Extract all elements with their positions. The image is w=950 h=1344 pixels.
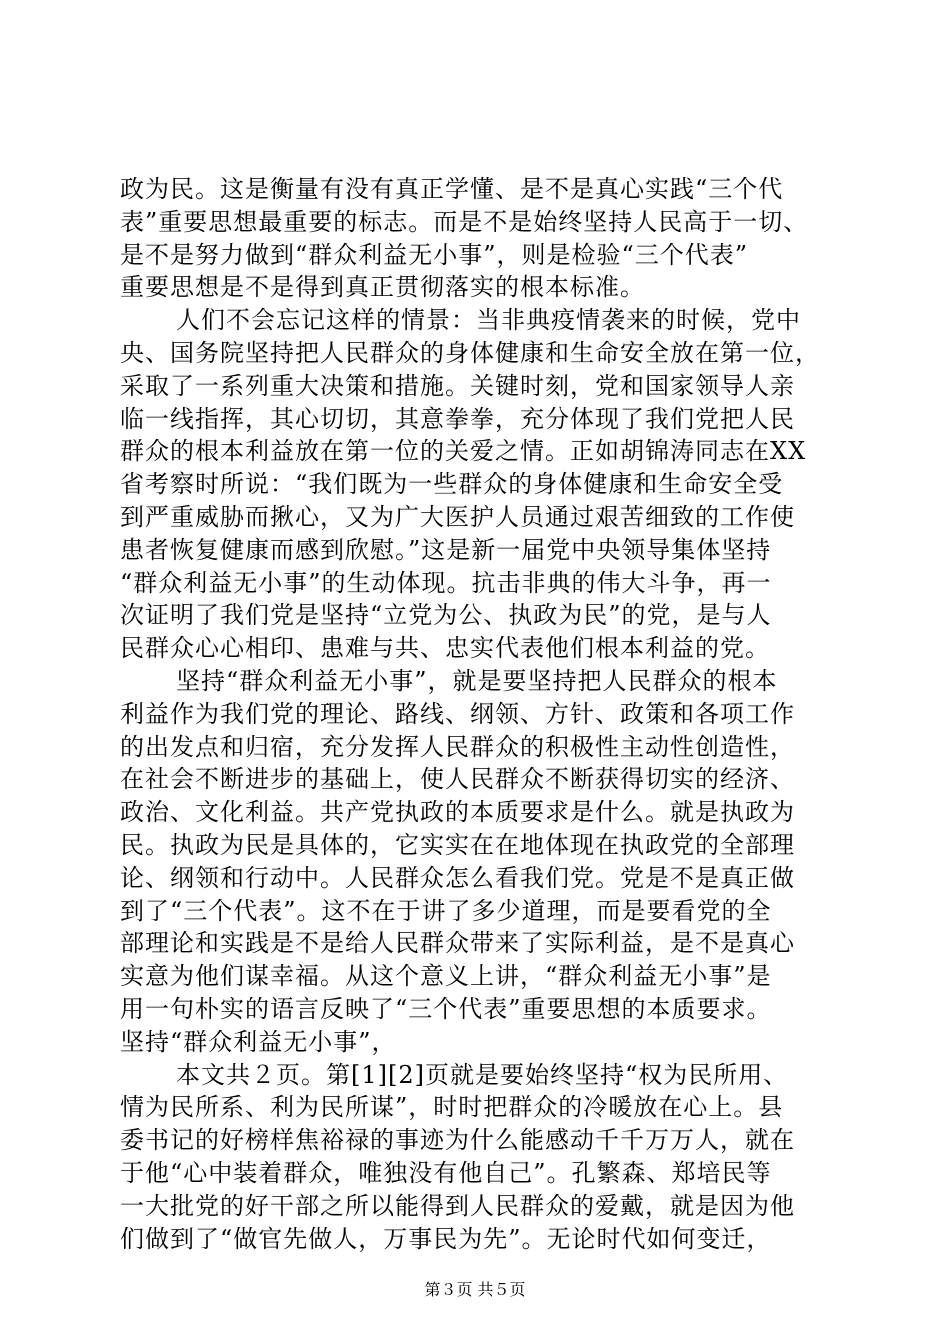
text-line: 的出发点和归宿，充分发挥人民群众的积极性主动性创造性， [120, 732, 795, 761]
text-line: 委书记的好榜样焦裕禄的事迹为什么能感动千千万万人，就在 [120, 1126, 795, 1155]
text-line: 部理论和实践是不是给人民群众带来了实际利益，是不是真心 [120, 929, 795, 958]
text-line: 临一线指挥，其心切切，其意拳拳，充分体现了我们党把人民 [120, 404, 795, 433]
text-line: 患者恢复健康而感到欣慰。”这是新一届党中央领导集体坚持 [120, 535, 772, 564]
text-line: 本文共２页。第[1][2]页就是要始终坚持“权为民所用、 [176, 1060, 789, 1089]
paragraph-4 [120, 1059, 830, 1256]
text-line: 实意为他们谋幸福。从这个意义上讲，“群众利益无小事”是 [120, 962, 772, 991]
paragraph-2 [120, 304, 830, 665]
text-line: 坚持“群众利益无小事”， [120, 1027, 397, 1056]
text-line: 是不是努力做到“群众利益无小事”，则是检验“三个代表” [120, 240, 749, 269]
text-line: 坚持“群众利益无小事”，就是要坚持把人民群众的根本 [176, 666, 778, 695]
text-line: 情为民所系、利为民所谋”，时时把群众的冷暖放在心上。县 [120, 1093, 784, 1122]
text-line: 民群众心心相印、患难与共、忠实代表他们根本利益的党。 [120, 634, 770, 663]
text-line: 一大批党的好干部之所以能得到人民群众的爱戴，就是因为他 [120, 1191, 795, 1220]
page-number-footer: 第３页 共５页 [424, 1280, 526, 1299]
text-line: 论、纲领和行动中。人民群众怎么看我们党。党是不是真正做 [120, 863, 795, 892]
document-body [120, 173, 830, 1255]
text-line: 政为民。这是衡量有没有真正学懂、是不是真心实践“三个代 [120, 175, 784, 203]
paragraph-3 [120, 665, 830, 1059]
text-line: 次证明了我们党是坚持“立党为公、执政为民”的党，是与人 [120, 601, 772, 630]
text-line: 省考察时所说：“我们既为一些群众的身体健康和生命安全受 [120, 470, 784, 499]
text-line: 用一句朴实的语言反映了“三个代表”重要思想的本质要求。 [120, 994, 772, 1023]
text-line: 央、国务院坚持把人民群众的身体健康和生命安全放在第一位， [120, 338, 820, 367]
text-line: “群众利益无小事”的生动体现。抗击非典的伟大斗争，再一 [120, 568, 772, 597]
text-line: 于他“心中装着群众，唯独没有他自己”。孔繁森、郑培民等 [120, 1158, 772, 1187]
text-line: 利益作为我们党的理论、路线、纲领、方针、政策和各项工作 [120, 699, 795, 728]
text-line: 人们不会忘记这样的情景：当非典疫情袭来的时候，党中 [176, 306, 801, 335]
text-line: 民。执政为民是具体的，它实实在在地体现在执政党的全部理 [120, 830, 795, 859]
text-line: 重要思想是不是得到真正贯彻落实的根本标准。 [120, 273, 645, 302]
text-line: 群众的根本利益放在第一位的关爱之情。正如胡锦涛同志在XX [120, 437, 807, 466]
text-line: 表”重要思想最重要的标志。而是不是始终坚持人民高于一切、 [120, 207, 809, 236]
text-line: 政治、文化利益。共产党执政的本质要求是什么。就是执政为 [120, 798, 795, 827]
text-line: 们做到了“做官先做人，万事民为先”。无论时代如何变迁， [120, 1224, 772, 1253]
text-line: 采取了一系列重大决策和措施。关键时刻，党和国家领导人亲 [120, 371, 795, 400]
text-line: 到了“三个代表”。这不在于讲了多少道理，而是要看党的全 [120, 896, 772, 925]
paragraph-1 [120, 173, 830, 304]
text-line: 到严重威胁而揪心，又为广大医护人员通过艰苦细致的工作使 [120, 502, 795, 531]
text-line: 在社会不断进步的基础上，使人民群众不断获得切实的经济、 [120, 765, 795, 794]
